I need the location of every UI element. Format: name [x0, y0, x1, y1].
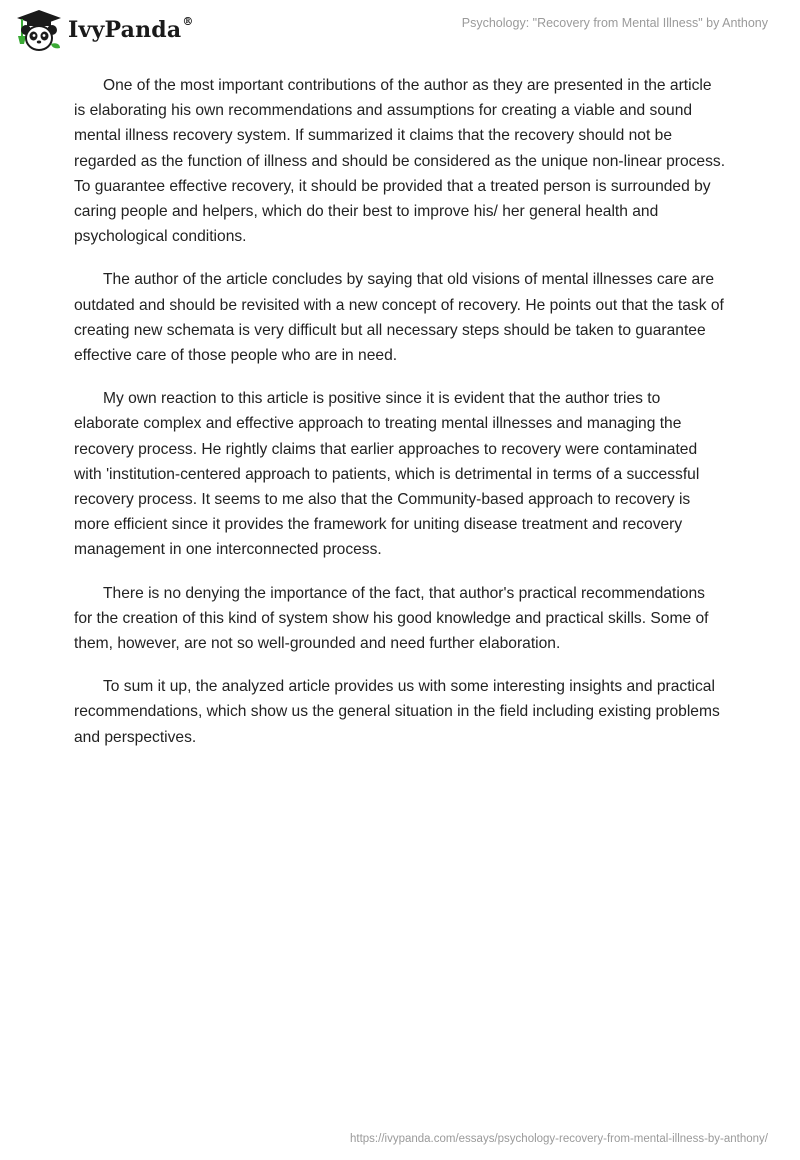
brand-name: IvyPanda®	[68, 15, 194, 43]
paragraph: The author of the article concludes by saying that old visions of mental illnesses care are outdated and should be revisited with a new concept of recovery. He points out that the task of creating new schemata is very difficult but all necessary steps should be taken to guarantee effective care of those people who are in need.	[74, 271, 724, 365]
paragraph: One of the most important contributions of the author as they are presented in the article is elaborating his own recommendations and assumptions for creating a viable and sound mental illness recovery system. If summarized it claims that the recovery should not be regarded as the function of illness and should be considered as the unique non-linear process. To guarantee effective recovery, it should be provided that a treated person is surrounded by caring people and helpers, which do their best to improve his/ her general health and psychological conditions.	[74, 77, 726, 246]
paragraph: My own reaction to this article is positive since it is evident that the author tries to elaborate complex and effective approach to treating mental illnesses and managing the recovery process. He rightly claims that earlier approaches to recovery were contaminated with 'institution-centered approach to patients, which is detrimental in terms of a successful recovery process. It seems to me also that the Community-based approach to recovery is more efficient since it provides the framework for uniting disease treatment and recovery management in one interconnected process.	[74, 390, 700, 559]
panda-graduation-cap-icon	[14, 8, 64, 52]
essay-body	[74, 73, 726, 768]
ivypanda-logo[interactable]	[14, 8, 194, 52]
source-url-link[interactable]: https://ivypanda.com/essays/psychology-recovery-from-mental-illness-by-anthony/	[350, 1133, 768, 1145]
page-header	[0, 0, 800, 60]
registered-mark: ®	[182, 15, 194, 28]
paragraph: To sum it up, the analyzed article provides us with some interesting insights and practical recommendations, which show us the general situation in the field including existing problems and perspectives.	[74, 678, 720, 746]
paragraph: There is no denying the importance of the fact, that author's practical recommendations for the creation of this kind of system show his good knowledge and practical skills. Some of them, however, are not so well-grounded and need further elaboration.	[74, 584, 709, 653]
document-title: Psychology: "Recovery from Mental Illness" by Anthony	[461, 16, 768, 30]
